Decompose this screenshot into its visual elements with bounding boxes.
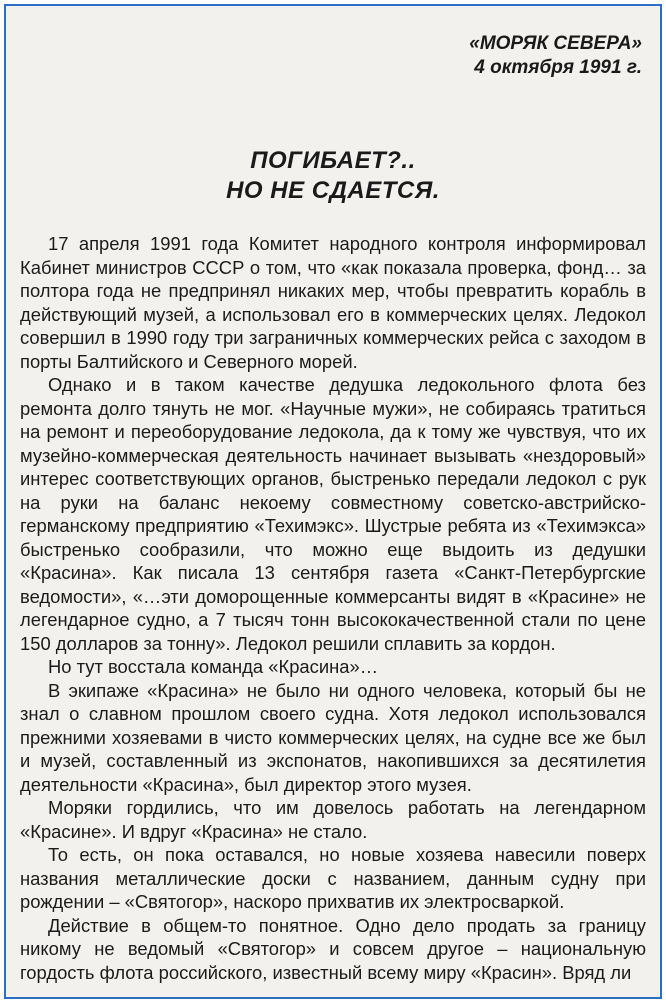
paragraph: Однако и в таком качестве дедушка ледокольного флота без ремонта долго тянуть не мог. «Научные мужи», не собираясь тратиться на ремонт и переоборудование ледокола, да к тому же чувствуя, что их музейно-коммерческая деятельность начинает вызывать «нездоровый» интерес соответствующих органов, быстренько передали ледокол с рук на руки на баланс некоему совместному советско-австрийско-германскому предприятию «Техимэкс». Шустрые ребята из «Техимэкса» быстренько сообразили, что можно еще выдоить из дедушки «Красина». Как писала 13 сентября газета «Санкт-Петербургские ведомости», «…эти доморощенные коммерсанты видят в «Красине» не легендарное судно, а 7 тысяч тонн высококачественной стали по цене 150 долларов за тонну». Ледокол решили сплавить за кордон. [20, 374, 646, 654]
paragraph: Моряки гордились, что им довелось работать на легендарном «Красине». И вдруг «Красина» не стало. [20, 797, 646, 842]
paragraph: Но тут восстала команда «Красина»… [48, 656, 379, 677]
article-body [20, 232, 646, 984]
masthead [469, 32, 642, 80]
headline-line-1: ПОГИБАЕТ?.. [250, 147, 416, 174]
headline-line-2: НО НЕ СДАЕТСЯ. [226, 177, 440, 204]
publication-date: 4 октября 1991 г. [474, 57, 642, 78]
page-frame [4, 4, 662, 999]
article-headline [6, 146, 660, 206]
paragraph: 17 апреля 1991 года Комитет народного контроля информировал Кабинет министров СССР о том, что «как показала проверка, фонд… за полтора года не предпринял никаких мер, чтобы превратить корабль в действующий музей, а использовал его в коммерческих целях. Ледокол совершил в 1990 году три заграничных коммерческих рейса с заходом в порты Балтийского и Северного морей. [20, 233, 646, 372]
paragraph: В экипаже «Красина» не было ни одного человека, который бы не знал о славном прошлом своего судна. Хотя ледокол использовался прежними хозяевами в чисто коммерческих целях, на судне все же был и музей, составленный из экспонатов, накопившихся за десятилетия деятельности «Красина», был директор этого музея. [20, 679, 646, 795]
paragraph: То есть, он пока оставался, но новые хозяева навесили поверх названия металлические доски с названием, данным судну при рождении – «Святогор», наскоро прихватив их электросваркой. [20, 844, 646, 912]
paragraph: Действие в общем-то понятное. Одно дело продать за границу никому не ведомый «Святогор» и совсем другое – национальную гордость флота российского, известный всему миру «Красин». Вряд ли [20, 914, 646, 983]
newspaper-name: «МОРЯК СЕВЕРА» [469, 33, 642, 54]
